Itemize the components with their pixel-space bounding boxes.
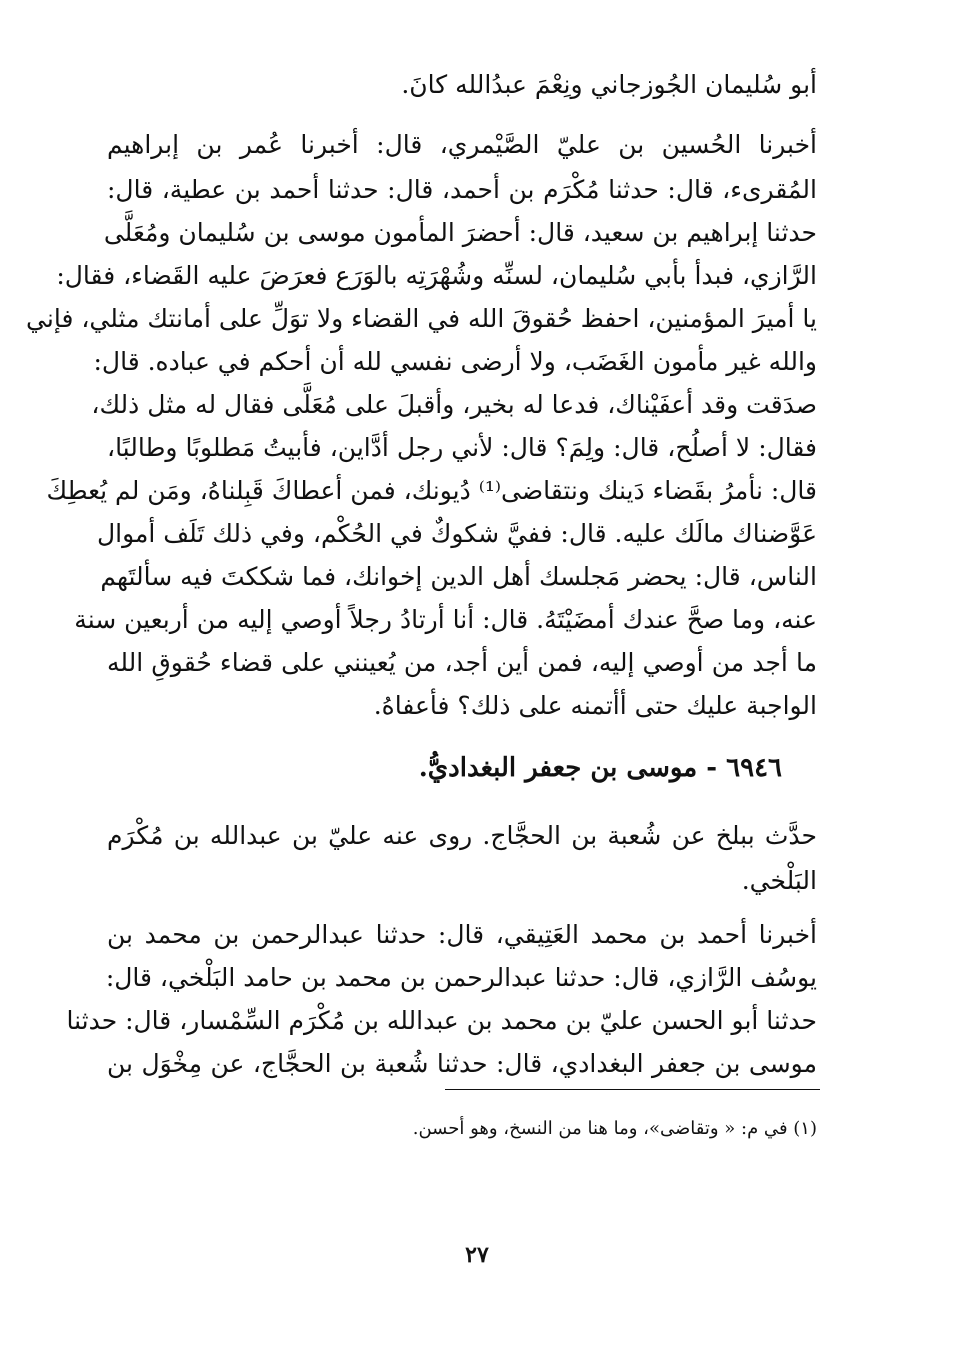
text-line-16: حدَّث ببلخ عن شُعبة بن الحجَّاج. روى عنه عليّ بن عبدالله بن مُكْرَم [107, 821, 817, 850]
text-line-17: البَلْخي. [741, 866, 817, 895]
text-line-11: عَوَّضناك مالَك عليه. قال: ففيَّ شكوكٌ في الحُكْم، وفي ذلك تَلَف أموال [96, 519, 817, 548]
text-line-9: فقال: لا أصلُح، قال: ولِمَ؟ قال: لأني رجل أدَّاين، فأبيتُ مَطلوبًا وطالبًا، [107, 433, 817, 462]
text-line-1: أبو سُليمان الجُوزجاني ونِعْمَ عبدُالله كانَ. [401, 70, 817, 99]
footnote: (١) في م: « وتقاضى»، وما هنا من النسخ، وهو أحسن. [412, 1118, 817, 1139]
entry-heading: ٦٩٤٦ - موسى بن جعفر البغداديُّ. [418, 753, 782, 783]
text-line-18: أخبرنا أحمد بن محمد العَتِيقي، قال: حدثنا عبدالرحمن بن محمد بن [107, 920, 817, 949]
text-line-7: والله غير مأمون الغَضَب، ولا أرضى نفسي لله أن أحكم في عباده. قال: [93, 347, 817, 376]
footnote-separator [445, 1089, 820, 1090]
text-line-15: الواجبة عليك حتى أأتمنه على ذلك؟ فأعفاهُ. [373, 691, 817, 720]
page-number: ٢٧ [465, 1242, 489, 1268]
text-line-4: حدثنا إبراهيم بن سعيد، قال: أحضرَ المأمون موسى بن سُليمان ومُعَلَّى [103, 218, 817, 247]
text-line-2: أخبرنا الحُسين بن عليّ الصَّيْمري، قال: أخبرنا عُمر بن إبراهيم [107, 130, 817, 159]
text-line-19: يوسُف الرَّازي، قال: حدثنا عبدالرحمن بن محمد بن حامد البَلْخي، قال: [105, 963, 817, 992]
text-line-10: قال: نأمرُ بقَضاء دَينك ونتقاضى⁽¹⁾ دُيونك، فمن أعطاكَ قَبِلناهُ، ومَن لم يُعطِكَ [46, 476, 817, 505]
text-line-21: موسى بن جعفر البغدادي، قال: حدثنا شُعبة بن الحجَّاج، عن مِخْوَل بن [107, 1049, 817, 1078]
text-line-13: عنه، وما صحَّ عندك أمضَيْتَهُ. قال: أنا أرتادُ رجلاً أوصي إليه من أربعين سنة [74, 605, 817, 634]
text-line-8: صدَقت وقد أعفَيْناك، فدعا له بخير، وأقبلَ على مُعَلَّى فقال له مثل ذلك، [91, 390, 817, 419]
text-line-12: الناس، قال: يحضر مَجلسك أهل الدين إخوانك، فما شككتَ فيه سألتَهم [100, 562, 817, 591]
text-line-14: ما أجد من أوصي إليه، فمن أين أجد، من يُعينني على قضاء حُقوقِ الله [107, 648, 817, 677]
text-line-5: الرَّازي، فبدأ بأبي سُليمان، لسنِّه وشُهْرَتِه بالوَرَع فعرَضَ عليه القَضاء، فقال: [56, 261, 817, 290]
text-line-6: يا أميرَ المؤمنين، احفظ حُقوقَ الله في القضاء ولا توَلِّ على أمانتك مثلي، فإني [26, 304, 817, 333]
text-line-20: حدثنا أبو الحسن عليّ بن محمد بن عبدالله بن مُكْرَم السِّمْسار، قال: حدثنا [66, 1006, 817, 1035]
text-line-3: المُقرىء، قال: حدثنا مُكْرَم بن أحمد، قال: حدثنا أحمد بن عطية، قال: [107, 175, 817, 204]
